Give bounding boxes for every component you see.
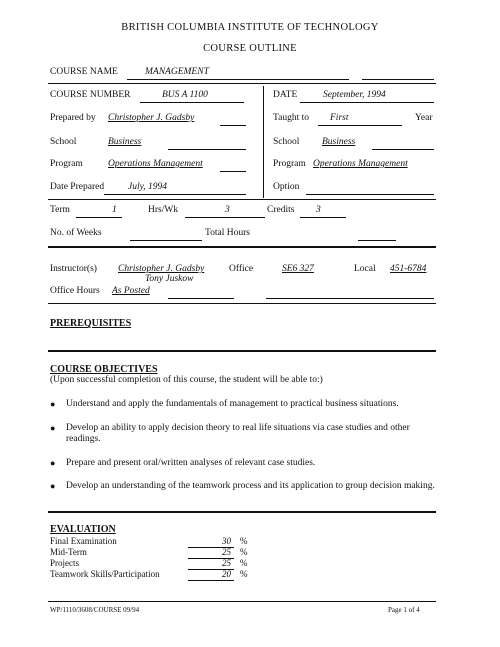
prerequisites-heading: PREREQUISITES [50,318,132,329]
credits-label: Credits [267,205,295,215]
prepared-by-value: Christopher J. Gadsby [108,113,195,123]
credits-value: 3 [316,205,321,215]
date-prepared-value: July, 1994 [128,182,168,192]
office-value: SE6 327 [282,264,314,274]
course-number-label: COURSE NUMBER [50,90,131,100]
eval-row-value: 25 [222,558,231,568]
document-title: COURSE OUTLINE [203,43,297,54]
bullet-icon: ● [50,481,56,491]
objective-item: Understand and apply the fundamentals of management to practical business situations. [66,399,399,409]
office-hours-label: Office Hours [50,286,100,296]
instructor-label: Instructor(s) [50,264,97,274]
total-hours-label: Total Hours [205,228,250,238]
objective-item: Develop an ability to apply decision theory to real life situations via case studies and other readings. [66,423,410,444]
eval-row-value: 20 [222,569,231,579]
school2-label: School [273,137,300,147]
option-label: Option [273,182,300,192]
course-number-value: BUS A 1100 [162,90,208,100]
eval-row-value: 30 [222,536,231,546]
objectives-intro: (Upon successful completion of this course, the student will be able to:) [50,375,323,385]
bullet-icon: ● [50,458,56,468]
program2-label: Program [273,159,306,169]
taught-to-value: First [330,113,349,123]
institute-name: BRITISH COLUMBIA INSTITUTE OF TECHNOLOGY [121,22,379,33]
course-name-value: MANAGEMENT [145,67,209,77]
bullet-icon: ● [50,423,56,433]
instructor-name: Christopher J. Gadsby [118,264,205,274]
year-label: Year [415,113,433,123]
eval-row-unit: % [240,558,248,568]
office-hours-value: As Posted [112,286,150,296]
page-number: Page 1 of 4 [388,606,420,614]
eval-row-unit: % [240,569,248,579]
hrs-wk-value: 3 [225,205,230,215]
objective-item: Develop an understanding of the teamwork process and its application to group decision making. [66,481,435,491]
hrs-wk-label: Hrs/Wk [148,205,179,215]
eval-row-label: Final Examination [50,536,117,546]
date-label: DATE [273,90,298,100]
date-prepared-label: Date Prepared [50,182,105,192]
eval-row-value: 25 [222,547,231,557]
program-label: Program [50,159,83,169]
taught-to-label: Taught to [273,113,310,123]
bullet-icon: ● [50,399,56,409]
school-value: Business [108,137,142,147]
objective-item: Prepare and present oral/written analyses of relevant case studies. [66,458,316,468]
school-label: School [50,137,77,147]
instructor-name-2: Tony Juskow [145,274,194,284]
office-label: Office [229,264,254,274]
term-value: 1 [112,205,117,215]
eval-row-label: Mid-Term [50,547,87,557]
eval-row-unit: % [240,547,248,557]
date-value: September, 1994 [323,90,386,100]
eval-row-label: Teamwork Skills/Participation [50,569,160,579]
objectives-heading: COURSE OBJECTIVES [50,364,158,375]
local-label: Local [354,264,376,274]
weeks-label: No. of Weeks [50,228,102,238]
term-label: Term [50,205,70,215]
school2-value: Business [322,137,356,147]
prepared-by-label: Prepared by [50,113,96,123]
eval-row-unit: % [240,536,248,546]
footer-code: WP/1110/3608/COURSE 09/94 [50,606,140,614]
evaluation-heading: EVALUATION [50,524,116,535]
program2-value: Operations Management [313,159,408,169]
eval-row-label: Projects [50,558,79,568]
local-value: 451-6784 [390,264,427,274]
program-value: Operations Management [108,159,203,169]
course-name-label: COURSE NAME [50,67,118,77]
